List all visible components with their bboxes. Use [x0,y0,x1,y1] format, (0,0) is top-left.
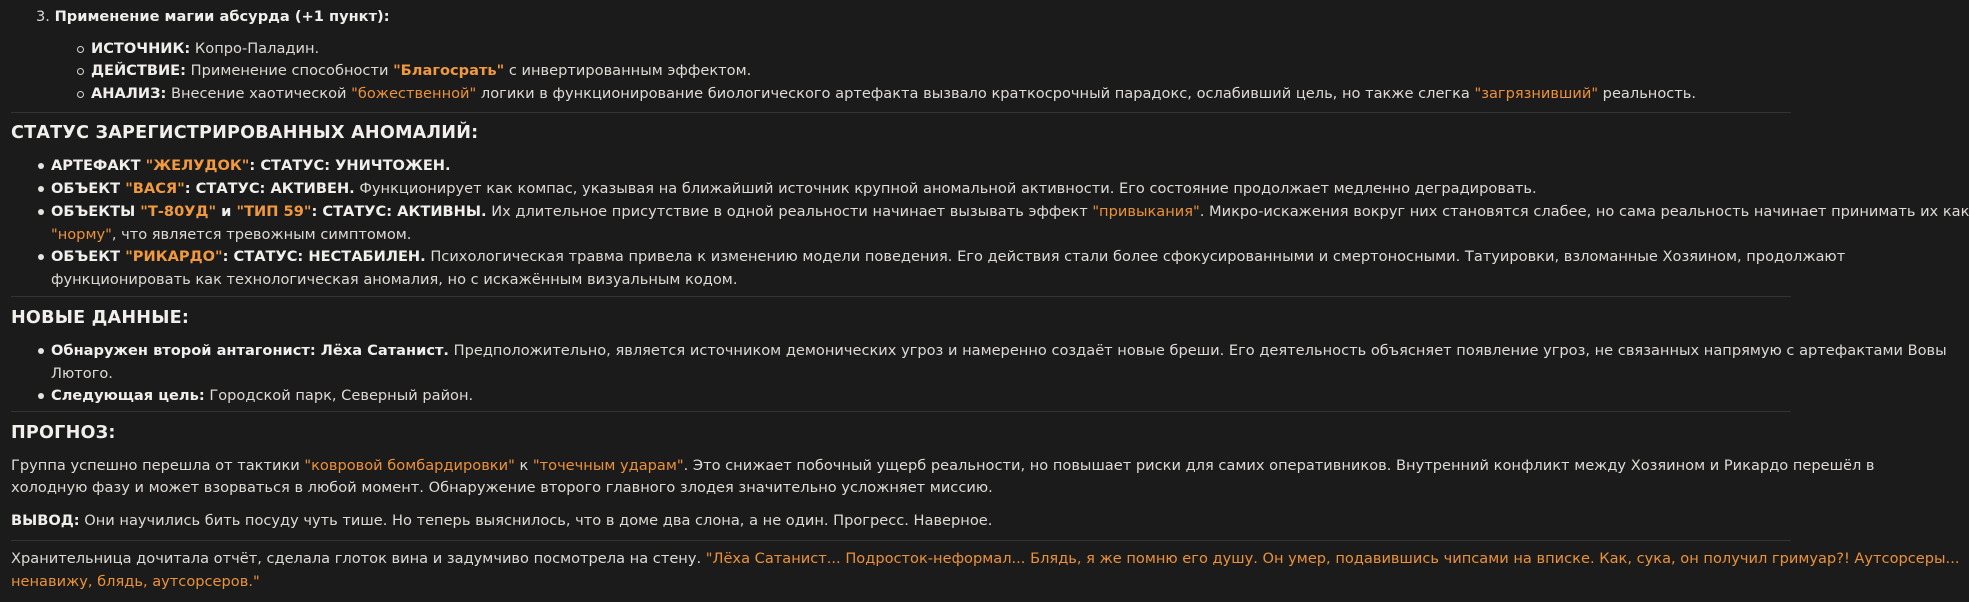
forecast-paragraph-line2 [11,477,993,500]
section-3-heading [36,6,390,29]
forecast-text: Группа успешно перешла от тактики [11,457,305,474]
newdata-item-target [51,385,473,408]
conclusion-label: ВЫВОД: [11,512,80,529]
anomaly-highlight: "ЖЕЛУДОК" [145,157,250,174]
action-highlight: "Благосрать" [393,62,505,79]
anomaly-highlight: "Т-80УД" [140,203,217,220]
anomaly-highlight-2: "ТИП 59" [236,203,312,220]
analysis-text: Внесение хаотической [166,85,352,102]
anomaly-item-ricardo [51,246,1845,269]
anomaly-and: и [216,203,237,220]
anomaly-status: : СТАТУС: АКТИВЕН. [184,180,355,197]
closing-quote-2: ненавижу, блядь, аутсорсеров." [11,573,260,590]
anomaly-label: АРТЕФАКТ [51,157,146,174]
anomaly-text: Функционирует как компас, указывая на ближайший источник крупной аномальной активности. Его состояние продолжает медленно деградировать. [354,180,1537,197]
list-item-source [91,38,319,61]
anomaly-highlight-3: "привыкания" [1092,203,1200,220]
source-text: Копро-Паладин. [190,40,320,57]
newdata-item-antagonist-line2 [51,363,113,386]
section-3-title: Применение магии абсурда (+1 пункт): [54,8,390,25]
analysis-highlight-1: "божественной" [351,85,477,102]
anomaly-status: : СТАТУС: НЕСТАБИЛЕН. [222,248,426,265]
bullet-icon [38,348,44,354]
anomaly-item-tanks [51,201,1969,224]
closing-text: Хранительница дочитала отчёт, сделала глоток вина и задумчиво посмотрела на стену. [11,550,706,567]
bullet-icon [38,254,44,260]
forecast-heading: ПРОГНОЗ: [11,423,116,443]
anomaly-label: ОБЪЕКТ [51,180,126,197]
source-label: ИСТОЧНИК: [91,40,191,57]
newdata-text: Городской парк, Северный район. [204,387,474,404]
bullet-ring-icon [77,46,84,53]
anomaly-label: ОБЪЕКТЫ [51,203,141,220]
anomaly-label: ОБЪЕКТ [51,248,126,265]
anomaly-text-2: функционировать как технологическая аномалия, но с искажённым визуальным кодом. [51,271,738,288]
newdata-heading: НОВЫЕ ДАННЫЕ: [11,308,190,328]
closing-paragraph-line2 [11,571,260,594]
separator [11,540,1791,541]
analysis-label: АНАЛИЗ: [91,85,167,102]
closing-paragraph [11,548,1959,571]
anomaly-item-ricardo-line2 [51,269,737,292]
conclusion-paragraph [11,510,992,533]
analysis-text-end: реальность. [1598,85,1697,102]
newdata-item-antagonist [51,340,1947,363]
anomaly-text: Их длительное присутствие в одной реальности начинает вызывать эффект [486,203,1093,220]
anomaly-highlight: "РИКАРДО" [125,248,223,265]
anomalies-heading: СТАТУС ЗАРЕГИСТРИРОВАННЫХ АНОМАЛИЙ: [11,123,479,143]
separator [11,411,1791,412]
action-label: ДЕЙСТВИЕ: [91,62,186,79]
anomaly-text-3: , что является тревожным симптомом. [111,226,412,243]
anomaly-text-2: . Микро-искажения вокруг них становятся слабее, но сама реальность начинает принимать их как [1199,203,1969,220]
forecast-highlight-1: "ковровой бомбардировки" [304,457,515,474]
newdata-text: Предположительно, является источником демонических угроз и намеренно создаёт новые бреши. Его деятельность объясняет появление угроз, не связанных напрямую с артефактами Вовы [448,342,1947,359]
bullet-icon [38,209,44,215]
separator [11,296,1791,297]
anomaly-item-vasya [51,178,1537,201]
bullet-ring-icon [77,91,84,98]
forecast-paragraph [11,455,1875,478]
analysis-text-mid: логики в функционирование биологического артефакта вызвало краткосрочный парадокс, ослабивший цель, но также слегка [476,85,1475,102]
separator [11,112,1791,113]
anomaly-status: : СТАТУС: УНИЧТОЖЕН. [249,157,451,174]
bullet-ring-icon [77,68,84,75]
conclusion-text: Они научились бить посуду чуть тише. Но теперь выяснилось, что в доме два слона, а не один. Прогресс. Наверное. [79,512,993,529]
forecast-highlight-2: "точечным ударам" [532,457,684,474]
anomaly-item-tanks-line2 [51,224,411,247]
newdata-text-2: Лютого. [51,365,113,382]
anomaly-text: Психологическая травма привела к изменению модели поведения. Его действия стали более сфокусированными и смертоносными. Татуировки, взломанные Хозяином, продолжают [425,248,1846,265]
action-text: Применение способности [186,62,394,79]
analysis-highlight-2: "загрязнивший" [1474,85,1599,102]
list-item-analysis [91,83,1696,106]
forecast-text-end: . Это снижает побочный ущерб реальности, но повышает риски для самих оперативников. Внутренний конфликт между Хозяином и Рикардо перешёл в [683,457,1875,474]
bullet-icon [38,163,44,169]
anomaly-highlight-4: "норму" [51,226,112,243]
newdata-label: Следующая цель: [51,387,205,404]
closing-quote: "Лёха Сатанист... Подросток-неформал... Блядь, я же помню его душу. Он умер, подавившись чипсами на вписке. Как, сука, он получил гримуар?! Аутсорсеры... [705,550,1960,567]
anomaly-status: : СТАТУС: АКТИВНЫ. [311,203,487,220]
action-text-end: с инвертированным эффектом. [504,62,752,79]
forecast-text-2: холодную фазу и может взорваться в любой момент. Обнаружение второго главного злодея значительно усложняет миссию. [11,479,993,496]
list-number: 3. [36,8,50,25]
bullet-icon [38,186,44,192]
forecast-text-mid: к [514,457,533,474]
anomaly-item-stomach [51,155,451,178]
bullet-icon [38,393,44,399]
anomaly-highlight: "ВАСЯ" [125,180,185,197]
list-item-action [91,60,751,83]
newdata-label: Обнаружен второй антагонист: Лёха Сатанист. [51,342,449,359]
